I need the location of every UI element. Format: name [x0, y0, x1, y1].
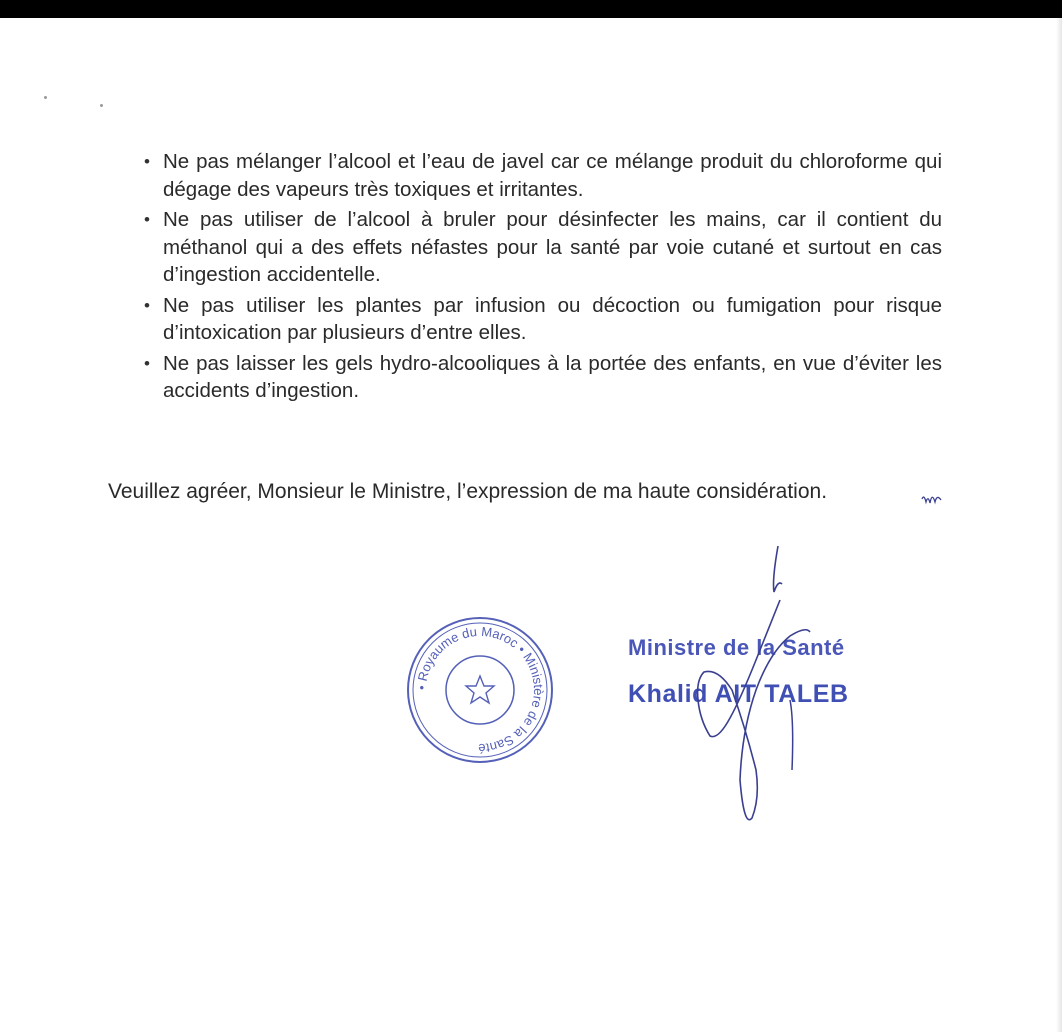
list-item: • Ne pas utiliser de l’alcool à bruler pour désinfecter les mains, car il contient du méthanol qui a des effets néfastes pour la santé par voie cutané et surtout en cas d’ingestion accidentelle. — [152, 206, 942, 289]
list-item: • Ne pas laisser les gels hydro-alcooliques à la portée des enfants, en vue d’éviter les accidents d’ingestion. — [152, 350, 942, 405]
signatory-name: Khalid AIT TALEB — [628, 680, 849, 708]
scan-speck — [100, 104, 103, 107]
star-icon — [466, 676, 494, 703]
list-item: • Ne pas mélanger l’alcool et l’eau de javel car ce mélange produit du chloroforme qui dégage des vapeurs très toxiques et irritantes. — [152, 148, 942, 203]
scan-top-border — [0, 0, 1062, 18]
recommendations-list — [152, 148, 942, 408]
handwritten-signature — [660, 540, 840, 830]
signatory-title: Ministre de la Santé — [628, 635, 845, 660]
list-item: • Ne pas utiliser les plantes par infusion ou décoction ou fumigation pour risque d’intoxication par plusieurs d’entre elles. — [152, 292, 942, 347]
svg-text:• Royaume du Maroc • Ministère — [414, 624, 546, 756]
official-seal — [404, 614, 556, 766]
scan-right-edge — [1056, 18, 1062, 1032]
closing-formula: Veuillez agréer, Monsieur le Ministre, l’expression de ma haute considération. — [108, 480, 828, 503]
initials-mark — [921, 490, 943, 508]
scan-speck — [44, 96, 47, 99]
seal-text: • Royaume du Maroc • Ministère de la Santé — [413, 623, 547, 757]
